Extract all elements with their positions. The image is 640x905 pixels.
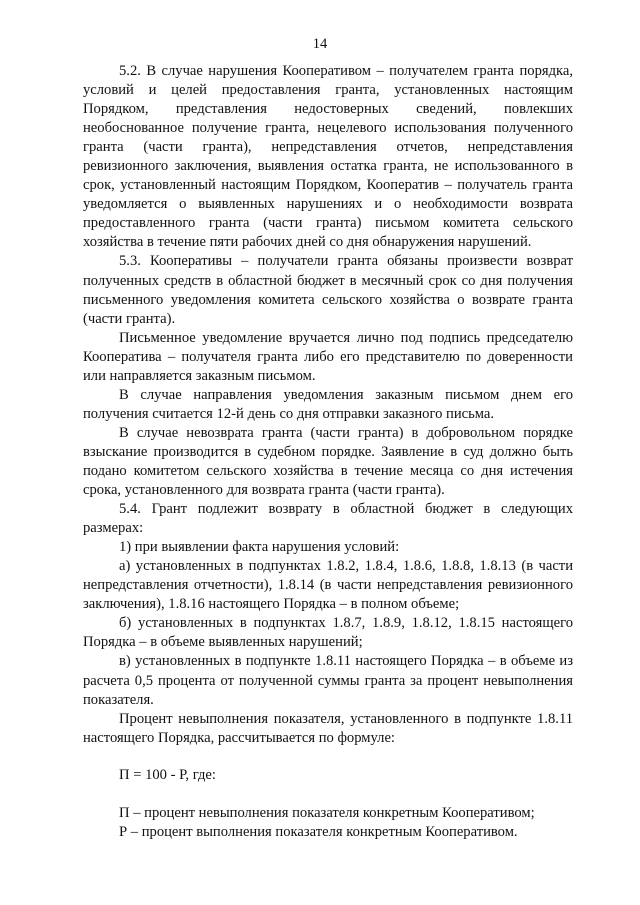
formula: П = 100 - Р, где:	[119, 766, 216, 783]
list-item-1: 1) при выявлении факта нарушения условий:	[119, 539, 400, 556]
paragraph-notice-delivery: Письменное уведомление вручается лично под подпись председателю Кооператива – получателя гранта либо его представителю по доверенности или направляется заказным письмом.	[83, 329, 573, 384]
paragraph-5-4: 5.4. Грант подлежит возврату в областной бюджет в следующих размерах:	[83, 501, 573, 537]
paragraph-formula-intro: Процент невыполнения показателя, установленного в подпункте 1.8.11 настоящего Порядка, рассчитывается по формуле:	[83, 710, 573, 746]
formula-definition-p: П – процент невыполнения показателя конкретным Кооперативом;	[119, 804, 535, 821]
page-number: 14	[312, 36, 328, 52]
paragraph-registered-mail: В случае направления уведомления заказным письмом днем его получения считается 12-й день со дня отправки заказного письма.	[83, 386, 573, 422]
paragraph-5-2: 5.2. В случае нарушения Кооперативом – получателем гранта порядка, условий и целей предоставления гранта, установленных настоящим Порядком, представления недостоверных сведений, повлекших необоснованное получение гранта, нецелевого использования полученного гранта (части гранта), непредставления отчетов, непредставления ревизионного заключения, выявления остатка гранта, не использованного в срок, установленный настоящим Порядком, Кооператив – получатель гранта уведомляется о выявленных нарушениях и о необходимости возврата предоставленного гранта (части гранта) письмом комитета сельского хозяйства в течение пяти рабочих дней со дня обнаружения нарушений.	[83, 63, 573, 251]
paragraph-court-recovery: В случае невозврата гранта (части гранта) в добровольном порядке взыскание производится в судебном порядке. Заявление в суд должно быть подано комитетом сельского хозяйства в течение месяца со дня истечения срока, установленного для возврата гранта (части гранта).	[83, 424, 573, 499]
paragraph-5-3: 5.3. Кооперативы – получатели гранта обязаны произвести возврат полученных средств в областной бюджет в месячный срок со дня получения письменного уведомления комитета сельского хозяйства о возврате гранта (части гранта).	[83, 253, 573, 327]
formula-definition-r: Р – процент выполнения показателя конкретным Кооперативом.	[119, 823, 518, 840]
list-item-b: б) установленных в подпунктах 1.8.7, 1.8.9, 1.8.12, 1.8.15 настоящего Порядка – в объеме выявленных нарушений;	[83, 615, 573, 651]
document-body	[83, 62, 573, 842]
list-item-c: в) установленных в подпункте 1.8.11 настоящего Порядка – в объеме из расчета 0,5 процента от полученной суммы гранта за процент невыполнения показателя.	[83, 653, 573, 708]
list-item-a: а) установленных в подпунктах 1.8.2, 1.8.4, 1.8.6, 1.8.8, 1.8.13 (в части непредставления отчетности), 1.8.14 (в части непредставления ревизионного заключения), 1.8.16 настоящего Порядка – в полном объеме;	[83, 558, 573, 613]
